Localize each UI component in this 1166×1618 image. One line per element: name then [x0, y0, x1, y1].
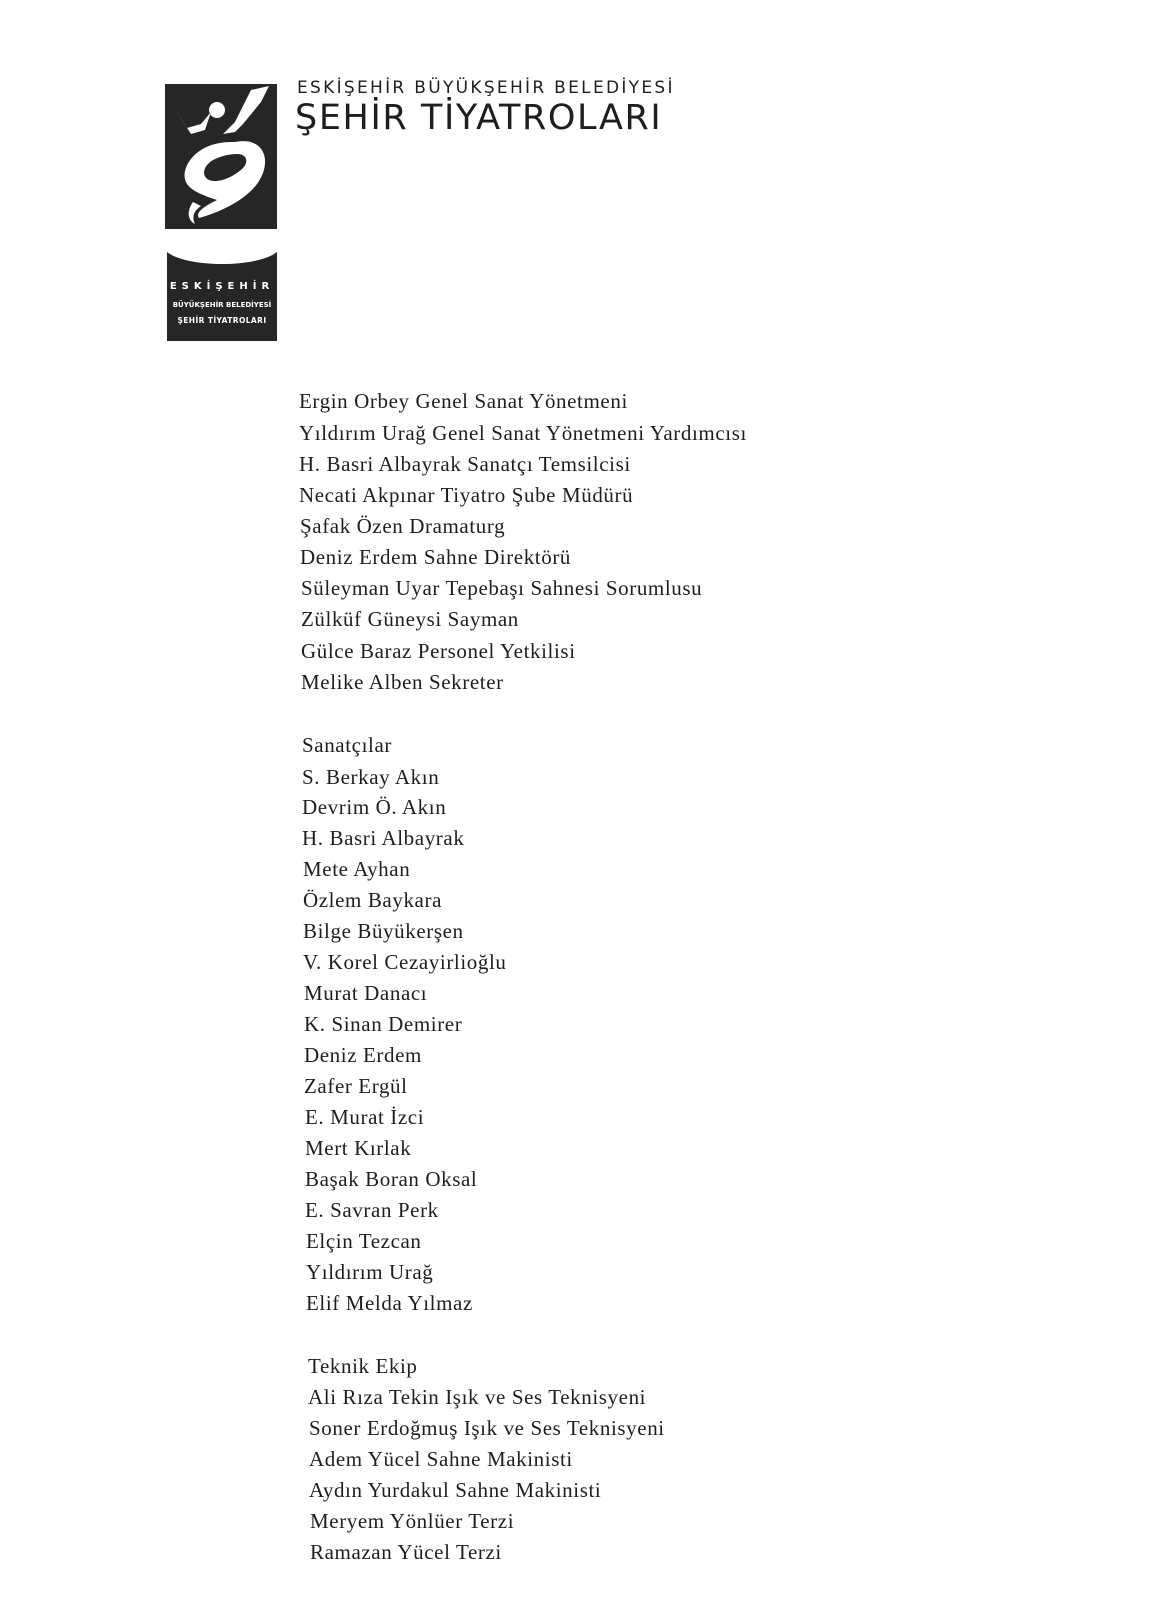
artist-name: Deniz Erdem: [304, 1043, 422, 1067]
artist-name: Mete Ayhan: [303, 857, 411, 881]
theatre-title: ŞEHİR TİYATROLARI: [295, 98, 663, 138]
artist-name: Özlem Baykara: [303, 888, 442, 912]
management-item: Necati Akpınar Tiyatro Şube Müdürü: [299, 483, 634, 507]
theatre-logo-mark: [165, 84, 277, 229]
logo-curve-icon: [167, 252, 277, 272]
artist-name: Elif Melda Yılmaz: [306, 1291, 473, 1315]
artists-heading: Sanatçılar: [302, 733, 392, 757]
artist-name: Zafer Ergül: [304, 1074, 408, 1098]
management-item: Melike Alben Sekreter: [301, 670, 504, 694]
technical-member: Aydın Yurdakul Sahne Makinisti: [309, 1478, 602, 1502]
technical-member: Meryem Yönlüer Terzi: [310, 1509, 515, 1533]
technical-heading: Teknik Ekip: [308, 1354, 418, 1378]
technical-member: Soner Erdoğmuş Işık ve Ses Teknisyeni: [309, 1416, 665, 1440]
management-item: Süleyman Uyar Tepebaşı Sahnesi Sorumlusu: [301, 576, 703, 600]
artist-name: Başak Boran Oksal: [305, 1167, 478, 1191]
technical-member: Adem Yücel Sahne Makinisti: [309, 1447, 573, 1471]
artist-name: Elçin Tezcan: [306, 1229, 422, 1253]
logo-city-text: ESKİŞEHİR: [169, 281, 275, 292]
management-item: Zülküf Güneysi Sayman: [301, 607, 519, 631]
artist-name: Devrim Ö. Akın: [302, 795, 447, 819]
artist-name: K. Sinan Demirer: [304, 1012, 463, 1036]
logo-theatre-text: ŞEHİR TİYATROLARI: [177, 316, 267, 325]
artist-name: E. Savran Perk: [305, 1198, 439, 1222]
technical-member: Ali Rıza Tekin Işık ve Ses Teknisyeni: [308, 1385, 647, 1409]
artist-name: Mert Kırlak: [305, 1136, 412, 1160]
management-item: Yıldırım Urağ Genel Sanat Yönetmeni Yardımcısı: [299, 421, 747, 445]
technical-member: Ramazan Yücel Terzi: [310, 1540, 502, 1564]
management-item: Deniz Erdem Sahne Direktörü: [300, 545, 572, 569]
organization-name: ESKİŞEHİR BÜYÜKŞEHİR BELEDİYESİ: [297, 78, 675, 98]
dancer-figure-icon: [165, 84, 277, 229]
management-item: H. Basri Albayrak Sanatçı Temsilcisi: [299, 452, 631, 476]
management-item: Şafak Özen Dramaturg: [300, 514, 506, 538]
management-item: Ergin Orbey Genel Sanat Yönetmeni: [299, 389, 628, 413]
artist-name: S. Berkay Akın: [302, 765, 440, 789]
artist-name: Murat Danacı: [304, 981, 428, 1005]
artist-name: E. Murat İzci: [305, 1105, 425, 1129]
artist-name: H. Basri Albayrak: [302, 826, 465, 850]
artist-name: Bilge Büyükerşen: [303, 919, 464, 943]
management-item: Gülce Baraz Personel Yetkilisi: [301, 639, 576, 663]
artist-name: Yıldırım Urağ: [306, 1260, 434, 1284]
artist-name: V. Korel Cezayirlioğlu: [303, 950, 507, 974]
theatre-logo-text-block: [167, 252, 277, 341]
logo-municipality-text: BÜYÜKŞEHİR BELEDİYESİ: [172, 301, 272, 309]
